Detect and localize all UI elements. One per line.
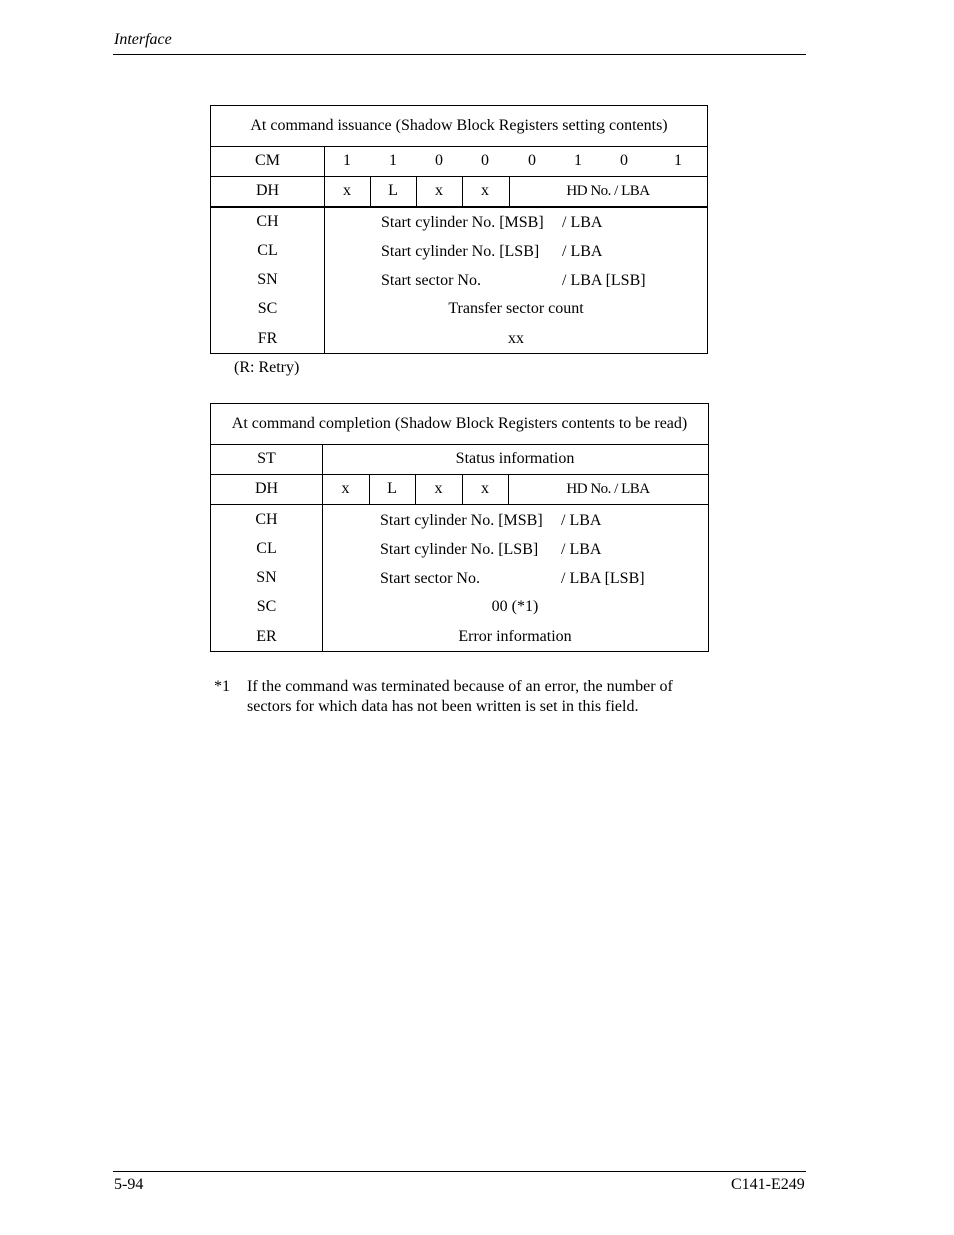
cm-bit: 0 (435, 152, 443, 169)
dh-bit: L (388, 182, 398, 199)
footnote-text-line-1: If the command was terminated because of an error, the number of (247, 678, 673, 695)
sn-lba: / LBA [LSB] (561, 570, 645, 587)
fr-value: xx (508, 330, 524, 347)
retry-note: (R: Retry) (234, 359, 300, 376)
st-register-label: ST (257, 450, 276, 467)
dh-register-label: DH (255, 182, 280, 199)
completion-register-table (210, 403, 709, 652)
dh-bit: x (481, 182, 489, 199)
footer-rule (113, 1171, 806, 1172)
er-error-information: Error information (458, 628, 572, 645)
cl-register-label: CL (257, 242, 278, 259)
footnote-marker: *1 (214, 678, 230, 695)
fr-register-label: FR (257, 330, 278, 347)
sc-register-label: SC (257, 300, 278, 317)
cm-bit: 1 (389, 152, 397, 169)
er-register-label: ER (256, 628, 277, 645)
issuance-table-title: At command issuance (Shadow Block Registers setting contents) (211, 106, 707, 147)
cm-bit: 1 (343, 152, 351, 169)
sn-description: Start sector No. (380, 570, 480, 587)
cl-description: Start cylinder No. [LSB] (381, 243, 540, 260)
header-rule (113, 54, 806, 55)
sn-lba: / LBA [LSB] (562, 272, 646, 289)
dh-bit: L (387, 480, 397, 497)
issuance-register-table (210, 105, 708, 354)
dh-bit: x (435, 182, 443, 199)
cl-register-label: CL (256, 540, 277, 557)
dh-bit: x (341, 480, 350, 497)
footnote-text-line-2: sectors for which data has not been written is set in this field. (247, 698, 639, 715)
st-status-information: Status information (455, 450, 575, 467)
ch-lba: / LBA (561, 512, 602, 529)
page-number: 5-94 (114, 1176, 144, 1193)
dh-bit: x (434, 480, 443, 497)
completion-table-title: At command completion (Shadow Block Registers contents to be read) (211, 404, 708, 445)
cl-lba: / LBA (562, 243, 603, 260)
cm-bit: 1 (574, 152, 582, 169)
sn-register-label: SN (257, 271, 278, 288)
ch-register-label: CH (256, 213, 279, 230)
ch-register-label: CH (255, 511, 278, 528)
dh-bit: x (343, 182, 351, 199)
cm-bit: 0 (528, 152, 536, 169)
sc-value: 00 (*1) (491, 598, 539, 615)
cm-bit: 1 (674, 152, 682, 169)
cl-lba: / LBA (561, 541, 602, 558)
ch-description: Start cylinder No. [MSB] (380, 512, 543, 529)
dh-bit: x (481, 480, 489, 497)
document-id: C141-E249 (731, 1176, 805, 1193)
cm-bit: 0 (620, 152, 628, 169)
dh-hd-lba: HD No. / LBA (566, 183, 650, 199)
cm-register-label: CM (255, 152, 280, 169)
ch-lba: / LBA (562, 214, 603, 231)
sn-register-label: SN (256, 569, 277, 586)
sc-description: Transfer sector count (448, 300, 584, 317)
sc-register-label: SC (256, 598, 277, 615)
sn-description: Start sector No. (381, 272, 481, 289)
ch-description: Start cylinder No. [MSB] (381, 214, 544, 231)
cm-bit: 0 (481, 152, 489, 169)
cl-description: Start cylinder No. [LSB] (380, 541, 539, 558)
running-header: Interface (114, 31, 172, 48)
dh-hd-lba: HD No. / LBA (566, 481, 650, 497)
dh-register-label: DH (254, 480, 279, 497)
